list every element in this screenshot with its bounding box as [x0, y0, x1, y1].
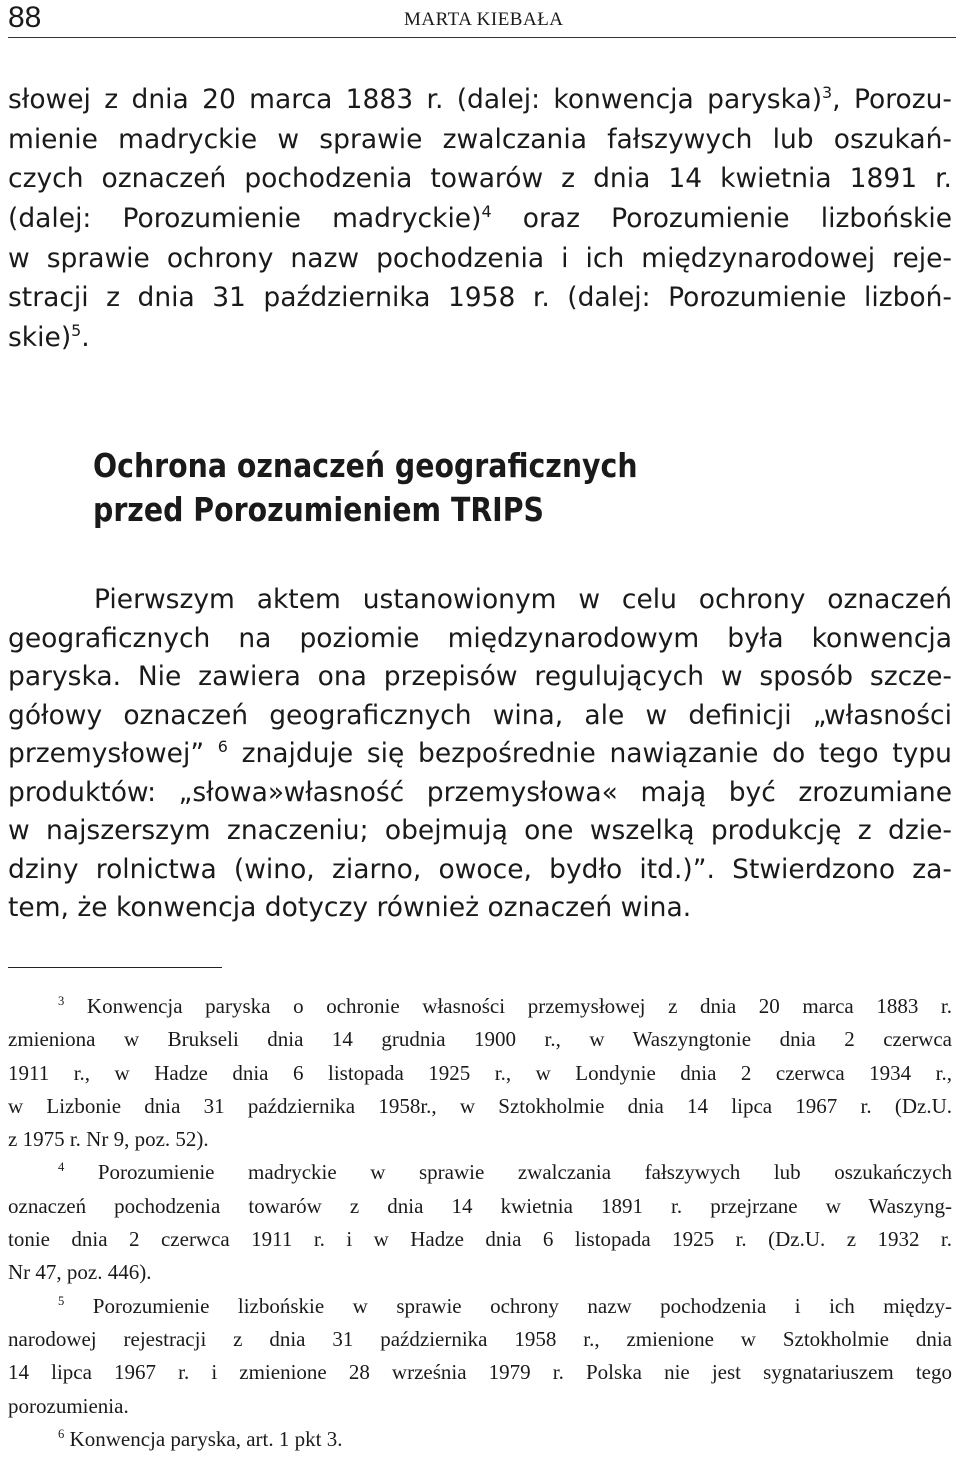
page-header	[0, 0, 960, 38]
footnote-ref-3: 3	[822, 83, 833, 103]
footnote-number: 6	[58, 1426, 65, 1441]
text-line: dziny rolnictwa (wino, ziarno, owoce, bydło itd.)”. Stwierdzono za-	[8, 853, 952, 885]
footnote-line: oznaczeń pochodzenia towarów z dnia 14 kwietnia 1891 r. przejrzane w Waszyng-	[8, 1193, 952, 1218]
header-rule	[8, 37, 956, 38]
footnote-5	[8, 1290, 952, 1323]
text-line: tem, że konwencja dotyczy również oznaczeń wina.	[8, 892, 692, 923]
heading-line: Ochrona oznaczeń geograficznych	[93, 446, 638, 485]
text-line: w sprawie ochrony nazw pochodzenia i ich międzynarodowej reje-	[8, 242, 952, 274]
text-line: paryska. Nie zawiera ona przepisów regulujących w sposób szcze-	[8, 661, 952, 692]
text-line: produktów: „słowa»własność przemysłowa« mają być zrozumiane	[8, 776, 952, 808]
footnote-number: 4	[58, 1160, 65, 1175]
footnote-line: porozumienia.	[8, 1393, 129, 1418]
footnote-line: 14 lipca 1967 r. i zmienione 28 września 1979 r. Polska nie jest sygnatariuszem tego	[8, 1360, 952, 1385]
text-line	[8, 199, 952, 239]
text-line	[8, 318, 952, 358]
text-span: , Porozu-	[832, 84, 952, 115]
footnote-ref-4: 4	[481, 202, 492, 222]
footnote-line: narodowej rejestracji z dnia 31 października 1958 r., zmienione w Sztokholmie dnia	[8, 1326, 952, 1351]
footnote-line: z 1975 r. Nr 9, poz. 52).	[8, 1127, 209, 1152]
footnote-number: 5	[58, 1293, 65, 1308]
text-line: czych oznaczeń pochodzenia towarów z dnia 14 kwietnia 1891 r.	[8, 163, 952, 195]
running-head: MARTA KIEBAŁA	[404, 9, 564, 30]
footnote-line: 1911 r., w Hadze dnia 6 listopada 1925 r., w Londynie dnia 2 czerwca 1934 r.,	[8, 1060, 952, 1085]
footnote-line: zmieniona w Brukseli dnia 14 grudnia 1900 r., w Waszyngtonie dnia 2 czerwca	[8, 1027, 952, 1052]
footnote-line: tonie dnia 2 czerwca 1911 r. i w Hadze dnia 6 listopada 1925 r. (Dz.U. z 1932 r.	[8, 1227, 952, 1252]
text-line: mienie madryckie w sprawie zwalczania fałszywych lub oszukań-	[8, 123, 952, 155]
text-span: skie)	[8, 322, 72, 354]
text-span: Porozumienie lizbońskie w sprawie ochrony nazw pochodzenia i ich między-	[92, 1293, 953, 1318]
text-span: (dalej: Porozumienie madryckie)	[8, 203, 482, 235]
text-line	[8, 80, 952, 120]
text-line	[8, 734, 952, 773]
footnote-ref-6: 6	[217, 737, 228, 757]
footnote-line: Nr 47, poz. 446).	[8, 1260, 152, 1285]
text-span: oraz Porozumienie lizbońskie	[491, 203, 953, 235]
text-line: stracji z dnia 31 października 1958 r. (dalej: Porozumienie lizboń-	[8, 282, 952, 314]
page-number: 88	[8, 1, 42, 34]
footnote-3	[8, 990, 952, 1023]
text-span: słowej z dnia 20 marca 1883 r. (dalej: konwencja paryska)	[8, 84, 823, 115]
section-heading	[93, 444, 638, 532]
paragraph-body	[8, 580, 952, 927]
footnote-separator	[8, 967, 222, 968]
text-line: Pierwszym aktem ustanowionym w celu ochrony oznaczeń	[94, 584, 952, 615]
text-span: znajduje się bezpośrednie nawiązanie do tego typu	[227, 738, 952, 769]
text-line: geograficznych na poziomie międzynarodowym była konwencja	[8, 622, 952, 654]
text-span: Konwencja paryska, art. 1 pkt 3.	[69, 1426, 343, 1451]
footnote-number: 3	[58, 994, 65, 1008]
text-line: w najszerszym znaczeniu; obejmują one wszelką produkcję z dzie-	[8, 815, 952, 846]
text-span: Konwencja paryska o ochronie własności przemysłowej z dnia 20 marca 1883 r.	[86, 994, 953, 1018]
footnote-line: w Lizbonie dnia 31 października 1958r., w Sztokholmie dnia 14 lipca 1967 r. (Dz.U.	[8, 1093, 952, 1118]
text-span: .	[81, 322, 90, 354]
footnote-ref-5: 5	[71, 321, 82, 341]
footnotes	[8, 990, 952, 1456]
paragraph-continued	[8, 80, 952, 358]
heading-line: przed Porozumieniem TRIPS	[93, 490, 544, 529]
footnote-4	[8, 1156, 952, 1189]
text-span: Porozumienie madryckie w sprawie zwalczania fałszywych lub oszukańczych	[97, 1160, 953, 1185]
footnote-6	[8, 1423, 952, 1456]
text-span: przemysłowej”	[8, 738, 218, 769]
text-line: gółowy oznaczeń geograficznych wina, ale w definicji „własności	[8, 699, 952, 731]
